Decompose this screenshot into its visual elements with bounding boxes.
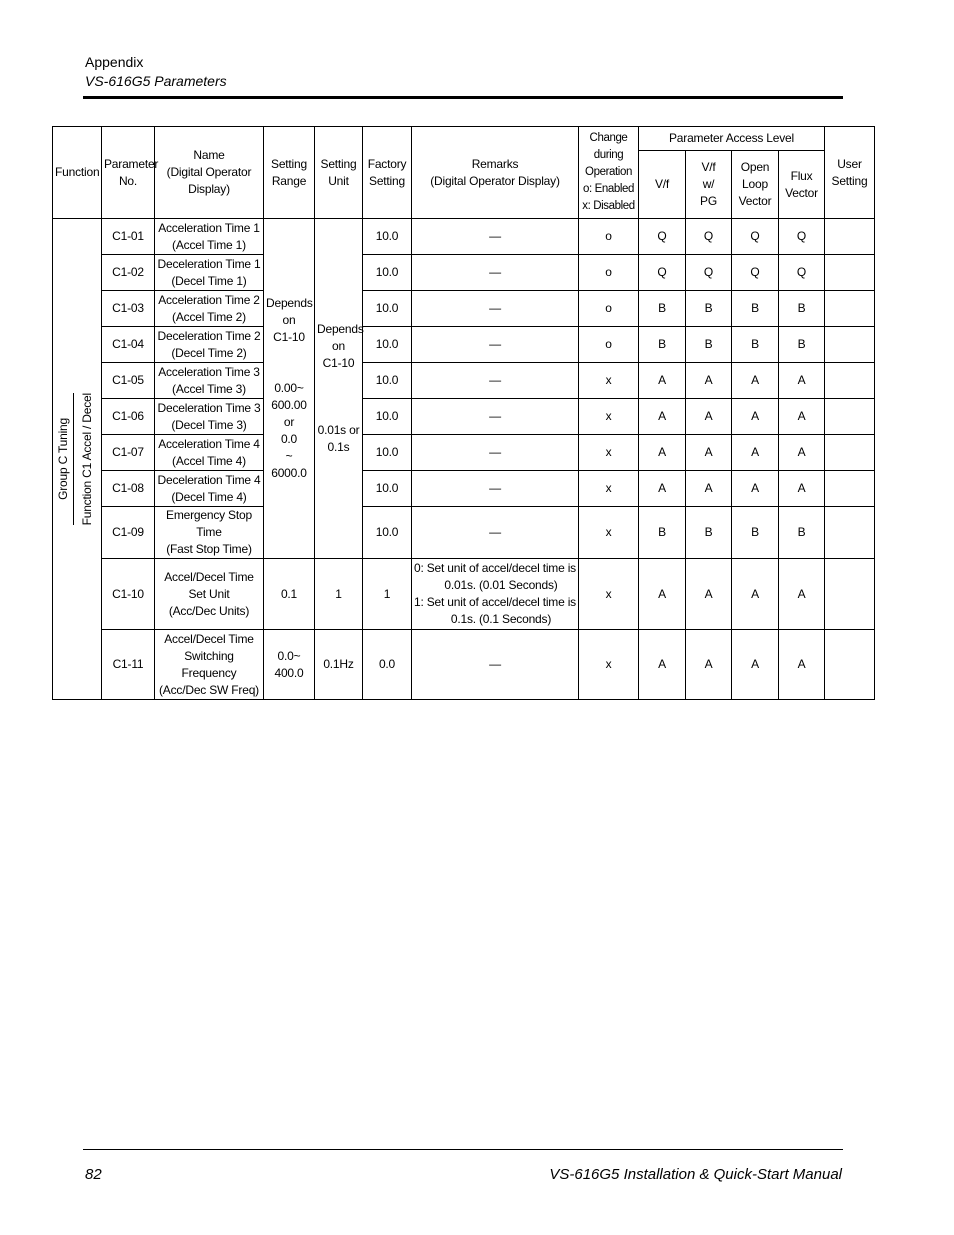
access-open-loop-vector: B xyxy=(732,507,779,559)
access-vf: B xyxy=(639,327,686,363)
access-flux-vector: Q xyxy=(779,255,825,291)
user-setting xyxy=(825,255,875,291)
group-label-cell xyxy=(53,219,102,700)
param-number: C1-04 xyxy=(102,327,155,363)
user-setting xyxy=(825,219,875,255)
setting-range: 0.0~ 400.0 xyxy=(264,630,315,700)
user-setting xyxy=(825,471,875,507)
change-during-operation: x xyxy=(579,630,639,700)
parameter-table xyxy=(52,126,875,700)
access-open-loop-vector: B xyxy=(732,327,779,363)
remarks: 0: Set unit of accel/decel time is 0.01s. (0.01 Seconds) 1: Set unit of accel/decel time is 0.1s. (0.1 Seconds) xyxy=(412,559,579,630)
section-subtitle: VS-616G5 Parameters xyxy=(85,73,227,89)
header-user-setting: User Setting xyxy=(825,127,875,219)
access-flux-vector: A xyxy=(779,471,825,507)
change-during-operation: x xyxy=(579,507,639,559)
header-change-during-operation: Change during Operation o: Enabled x: Disabled xyxy=(579,127,639,219)
access-open-loop-vector: Q xyxy=(732,219,779,255)
factory-setting: 10.0 xyxy=(363,255,412,291)
access-vf-pg: A xyxy=(686,471,732,507)
factory-setting: 10.0 xyxy=(363,435,412,471)
access-flux-vector: Q xyxy=(779,219,825,255)
change-during-operation: o xyxy=(579,327,639,363)
setting-unit: 0.1Hz xyxy=(315,630,363,700)
access-flux-vector: A xyxy=(779,399,825,435)
param-name: Deceleration Time 1 (Decel Time 1) xyxy=(155,255,264,291)
access-vf-pg: B xyxy=(686,507,732,559)
param-number: C1-10 xyxy=(102,559,155,630)
user-setting xyxy=(825,327,875,363)
shared-setting-range: Depends on C1-10 0.00~ 600.00 or 0.0 ~ 6000.0 xyxy=(264,219,315,559)
header-function: Function xyxy=(53,127,102,219)
table-row xyxy=(53,255,875,291)
setting-range: 0.1 xyxy=(264,559,315,630)
factory-setting: 10.0 xyxy=(363,327,412,363)
access-open-loop-vector: B xyxy=(732,291,779,327)
access-vf: B xyxy=(639,507,686,559)
group-label: Group C Tuning xyxy=(55,418,70,500)
table-row xyxy=(53,630,875,700)
table-row xyxy=(53,559,875,630)
access-open-loop-vector: A xyxy=(732,559,779,630)
param-number: C1-03 xyxy=(102,291,155,327)
access-vf-pg: A xyxy=(686,363,732,399)
function-label: Function C1 Accel / Decel xyxy=(80,392,94,526)
access-open-loop-vector: A xyxy=(732,435,779,471)
header-setting-unit: Setting Unit xyxy=(315,127,363,219)
header-vf: V/f xyxy=(639,151,686,219)
table-row xyxy=(53,435,875,471)
header-remarks: Remarks (Digital Operator Display) xyxy=(412,127,579,219)
remarks: — xyxy=(412,255,579,291)
section-header: Appendix xyxy=(85,54,144,70)
factory-setting: 10.0 xyxy=(363,291,412,327)
access-open-loop-vector: A xyxy=(732,399,779,435)
access-vf: A xyxy=(639,471,686,507)
table-row xyxy=(53,219,875,255)
access-flux-vector: A xyxy=(779,559,825,630)
param-name: Acceleration Time 4 (Accel Time 4) xyxy=(155,435,264,471)
footer-rule xyxy=(83,1149,843,1150)
remarks: — xyxy=(412,291,579,327)
access-flux-vector: B xyxy=(779,291,825,327)
access-flux-vector: A xyxy=(779,435,825,471)
header-name: Name (Digital Operator Display) xyxy=(155,127,264,219)
access-open-loop-vector: A xyxy=(732,630,779,700)
header-vf-pg: V/f w/ PG xyxy=(686,151,732,219)
param-name: Acceleration Time 3 (Accel Time 3) xyxy=(155,363,264,399)
factory-setting: 0.0 xyxy=(363,630,412,700)
param-number: C1-09 xyxy=(102,507,155,559)
access-vf-pg: A xyxy=(686,399,732,435)
param-number: C1-11 xyxy=(102,630,155,700)
param-number: C1-08 xyxy=(102,471,155,507)
change-during-operation: x xyxy=(579,435,639,471)
remarks: — xyxy=(412,435,579,471)
page-number: 82 xyxy=(85,1166,102,1183)
table-header-row xyxy=(53,127,875,151)
access-vf: A xyxy=(639,399,686,435)
access-vf: Q xyxy=(639,255,686,291)
param-number: C1-05 xyxy=(102,363,155,399)
user-setting xyxy=(825,399,875,435)
access-flux-vector: B xyxy=(779,507,825,559)
remarks: — xyxy=(412,399,579,435)
remarks: — xyxy=(412,363,579,399)
access-vf-pg: Q xyxy=(686,219,732,255)
user-setting xyxy=(825,291,875,327)
change-during-operation: o xyxy=(579,255,639,291)
change-during-operation: x xyxy=(579,399,639,435)
param-name: Deceleration Time 3 (Decel Time 3) xyxy=(155,399,264,435)
access-open-loop-vector: A xyxy=(732,363,779,399)
access-vf: A xyxy=(639,435,686,471)
table-row xyxy=(53,327,875,363)
table-row xyxy=(53,291,875,327)
access-vf: A xyxy=(639,630,686,700)
param-number: C1-07 xyxy=(102,435,155,471)
manual-title: VS-616G5 Installation & Quick-Start Manual xyxy=(549,1166,842,1183)
access-vf: Q xyxy=(639,219,686,255)
param-name: Acceleration Time 1 (Accel Time 1) xyxy=(155,219,264,255)
factory-setting: 10.0 xyxy=(363,399,412,435)
access-vf: A xyxy=(639,559,686,630)
table-row xyxy=(53,471,875,507)
param-name: Deceleration Time 2 (Decel Time 2) xyxy=(155,327,264,363)
param-name: Acceleration Time 2 (Accel Time 2) xyxy=(155,291,264,327)
change-during-operation: x xyxy=(579,559,639,630)
access-vf-pg: B xyxy=(686,291,732,327)
remarks: — xyxy=(412,507,579,559)
param-number: C1-06 xyxy=(102,399,155,435)
change-during-operation: x xyxy=(579,363,639,399)
access-open-loop-vector: Q xyxy=(732,255,779,291)
header-factory-setting: Factory Setting xyxy=(363,127,412,219)
shared-setting-unit: Depends on C1-10 0.01s or 0.1s xyxy=(315,219,363,559)
remarks: — xyxy=(412,219,579,255)
header-access-level: Parameter Access Level xyxy=(639,127,825,151)
user-setting xyxy=(825,559,875,630)
access-vf: A xyxy=(639,363,686,399)
table-row xyxy=(53,399,875,435)
header-param-no: Parameter No. xyxy=(102,127,155,219)
access-flux-vector: B xyxy=(779,327,825,363)
factory-setting: 10.0 xyxy=(363,471,412,507)
access-open-loop-vector: A xyxy=(732,471,779,507)
param-name: Deceleration Time 4 (Decel Time 4) xyxy=(155,471,264,507)
factory-setting: 10.0 xyxy=(363,219,412,255)
table-row xyxy=(53,363,875,399)
remarks: — xyxy=(412,471,579,507)
param-number: C1-01 xyxy=(102,219,155,255)
param-name: Accel/Decel Time Switching Frequency (Acc/Dec SW Freq) xyxy=(155,630,264,700)
table-row xyxy=(53,507,875,559)
user-setting xyxy=(825,363,875,399)
param-number: C1-02 xyxy=(102,255,155,291)
factory-setting: 10.0 xyxy=(363,363,412,399)
access-vf: B xyxy=(639,291,686,327)
param-name: Emergency Stop Time (Fast Stop Time) xyxy=(155,507,264,559)
change-during-operation: o xyxy=(579,219,639,255)
header-rule xyxy=(83,96,843,99)
factory-setting: 1 xyxy=(363,559,412,630)
setting-unit: 1 xyxy=(315,559,363,630)
access-flux-vector: A xyxy=(779,363,825,399)
user-setting xyxy=(825,435,875,471)
change-during-operation: o xyxy=(579,291,639,327)
param-name: Accel/Decel Time Set Unit (Acc/Dec Units) xyxy=(155,559,264,630)
change-during-operation: x xyxy=(579,471,639,507)
header-setting-range: Setting Range xyxy=(264,127,315,219)
access-vf-pg: A xyxy=(686,435,732,471)
access-vf-pg: B xyxy=(686,327,732,363)
factory-setting: 10.0 xyxy=(363,507,412,559)
access-vf-pg: A xyxy=(686,630,732,700)
access-vf-pg: A xyxy=(686,559,732,630)
header-flux-vector: Flux Vector xyxy=(779,151,825,219)
remarks: — xyxy=(412,327,579,363)
user-setting xyxy=(825,630,875,700)
access-flux-vector: A xyxy=(779,630,825,700)
user-setting xyxy=(825,507,875,559)
header-open-loop-vector: Open Loop Vector xyxy=(732,151,779,219)
remarks: — xyxy=(412,630,579,700)
access-vf-pg: Q xyxy=(686,255,732,291)
